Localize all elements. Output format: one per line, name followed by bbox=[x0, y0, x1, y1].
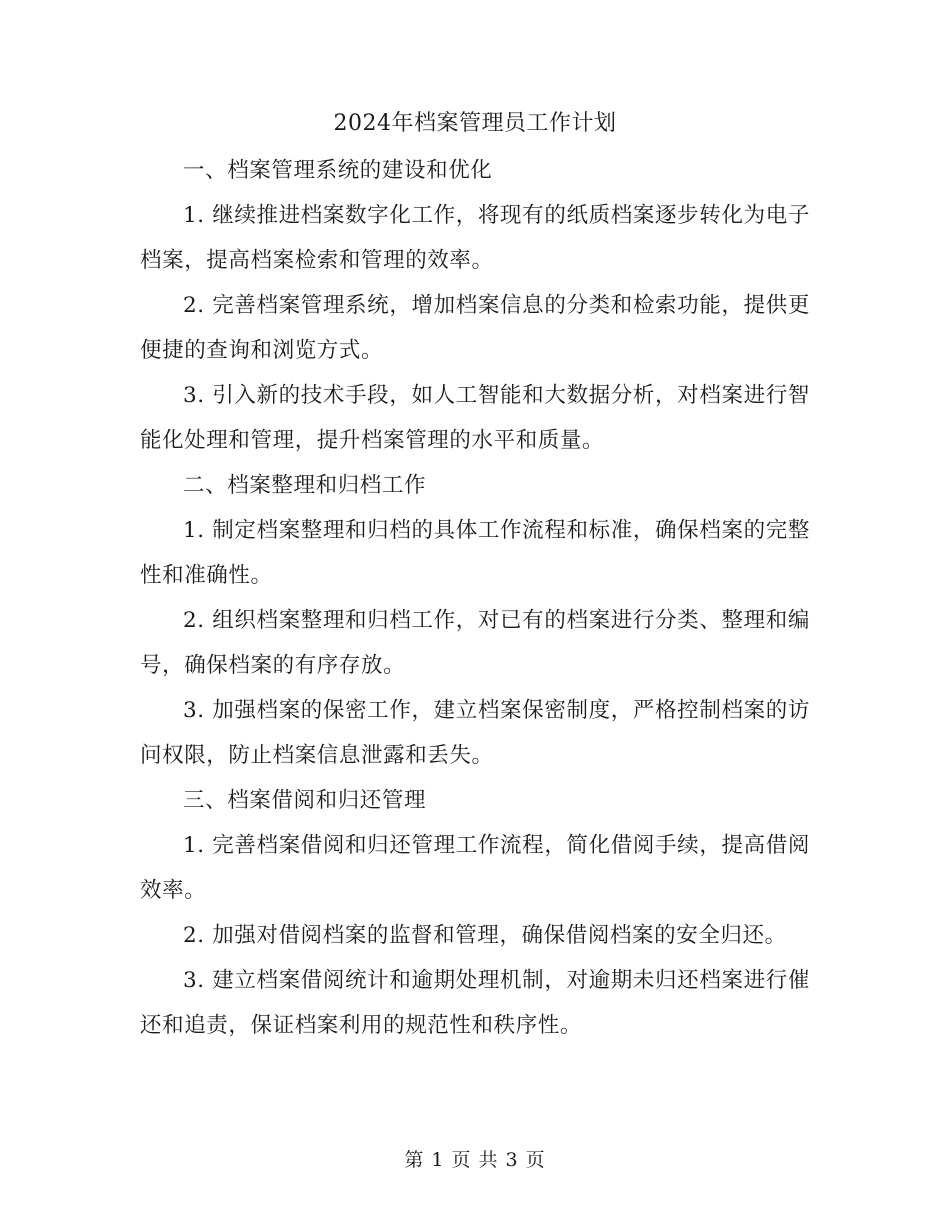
section-item: 3. 建立档案借阅统计和逾期处理机制，对逾期未归还档案进行催还和追责，保证档案利用的规范性和秩序性。 bbox=[140, 968, 810, 1038]
section-item: 3. 引入新的技术手段，如人工智能和大数据分析，对档案进行智能化处理和管理，提升档案管理的水平和质量。 bbox=[140, 383, 810, 453]
section-heading: 二、档案整理和归档工作 bbox=[183, 473, 427, 498]
section-item: 2. 加强对借阅档案的监督和管理，确保借阅档案的安全归还。 bbox=[183, 923, 787, 948]
section-item: 1. 继续推进档案数字化工作，将现有的纸质档案逐步转化为电子档案，提高档案检索和管理的效率。 bbox=[140, 203, 810, 273]
document-body bbox=[140, 148, 810, 1048]
section-heading: 三、档案借阅和归还管理 bbox=[183, 788, 427, 813]
section-item: 3. 加强档案的保密工作，建立档案保密制度，严格控制档案的访问权限，防止档案信息泄露和丢失。 bbox=[140, 698, 810, 768]
section-item: 2. 完善档案管理系统，增加档案信息的分类和检索功能，提供更便捷的查询和浏览方式。 bbox=[140, 293, 810, 363]
section-item: 1. 制定档案整理和归档的具体工作流程和标准，确保档案的完整性和准确性。 bbox=[140, 518, 810, 588]
section-heading: 一、档案管理系统的建设和优化 bbox=[183, 158, 493, 183]
document-title: 2024年档案管理员工作计划 bbox=[333, 111, 617, 136]
section-item: 2. 组织档案整理和归档工作，对已有的档案进行分类、整理和编号，确保档案的有序存放。 bbox=[140, 608, 810, 678]
page-number-footer: 第 1 页 共 3 页 bbox=[404, 1149, 546, 1171]
section-item: 1. 完善档案借阅和归还管理工作流程，简化借阅手续，提高借阅效率。 bbox=[140, 833, 810, 903]
